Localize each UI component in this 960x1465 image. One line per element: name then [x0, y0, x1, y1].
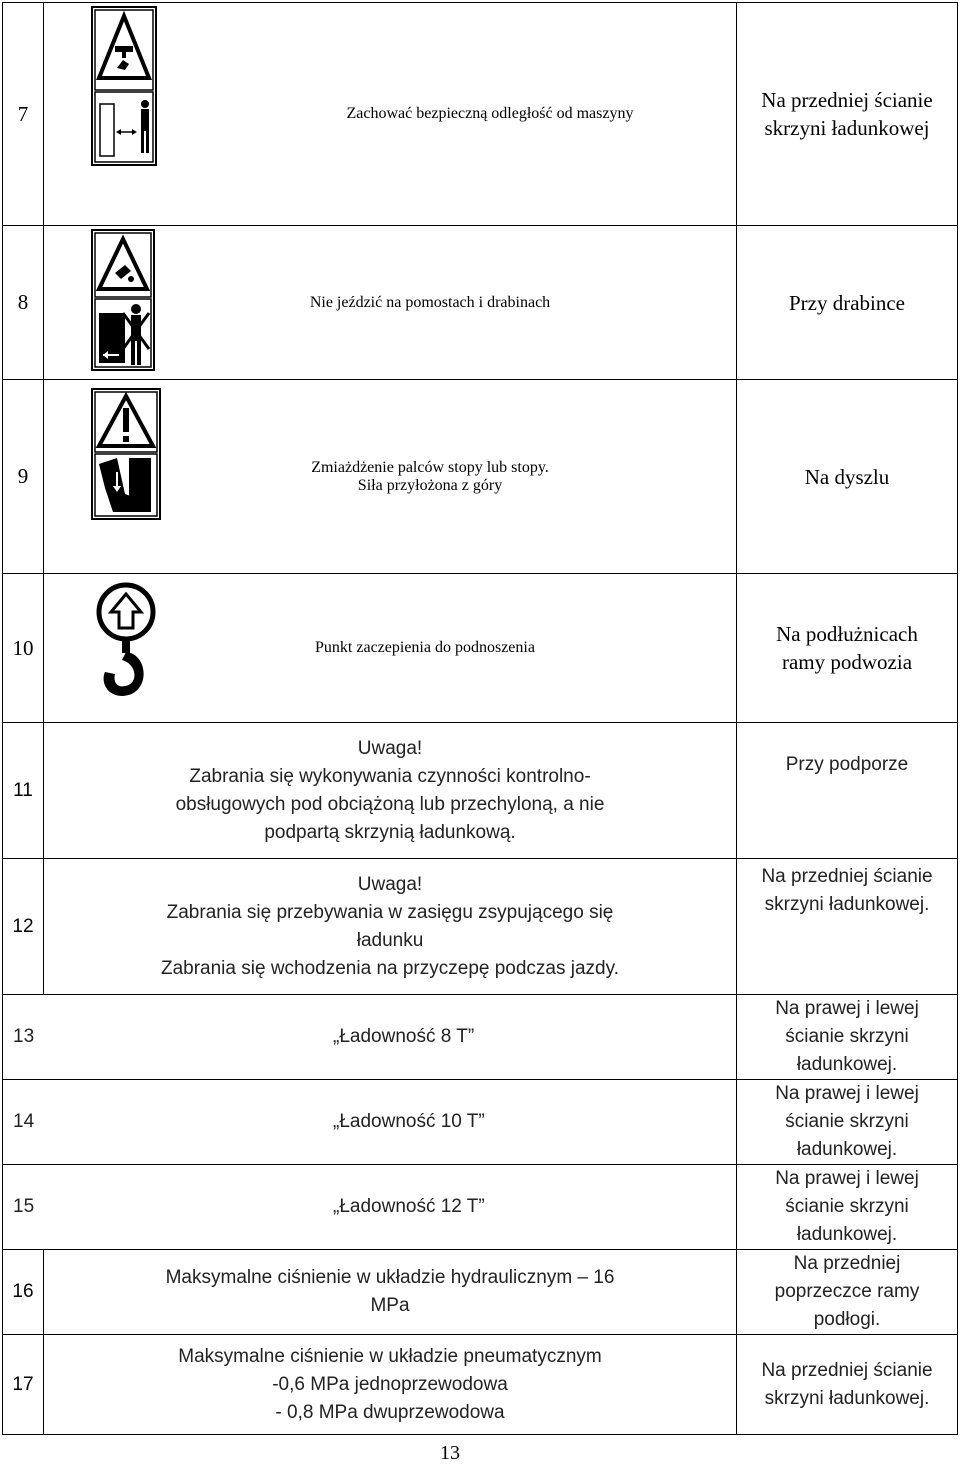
- location-line: Przy drabince: [788, 290, 906, 315]
- row-description: „Ładowność 10 T”: [333, 1111, 485, 1132]
- table-row: [3, 226, 958, 380]
- description-line: Siła przyłożona z góry: [357, 476, 503, 494]
- description-line: - 0,8 MPa dwuprzewodowa: [275, 1401, 505, 1423]
- table-row: [3, 995, 958, 1080]
- row-location: [737, 1165, 958, 1250]
- row-description: [44, 1335, 737, 1435]
- row-location: [737, 574, 958, 723]
- location-line: Na przedniej ścianie: [761, 866, 933, 887]
- location-line: Na prawej i lewej: [775, 1168, 919, 1189]
- row-location: [737, 1335, 958, 1435]
- location-line: skrzyni ładunkowej.: [764, 1387, 930, 1409]
- location-line: skrzyni ładunkowej.: [764, 894, 930, 915]
- table-row: [3, 574, 958, 723]
- warning-signs-table: [2, 2, 958, 1435]
- row-description: „Ładowność 12 T”: [333, 1196, 485, 1217]
- row-location: [737, 995, 958, 1080]
- description-line: -0,6 MPa jednoprzewodowa: [272, 1373, 508, 1395]
- location-line: Na przedniej ścianie: [761, 1359, 933, 1381]
- row-number: 14: [13, 1111, 35, 1132]
- location-line: Na podłużnicach: [776, 622, 918, 646]
- row-location: [737, 380, 958, 574]
- row-location: [737, 3, 958, 226]
- row-number: 13: [13, 1026, 35, 1047]
- location-line: ścianie skrzyni: [785, 1026, 909, 1047]
- location-line: ramy podwozia: [781, 650, 913, 674]
- description-line: Zmiażdżenie palców stopy lub stopy.: [311, 458, 549, 476]
- location-line: ładunkowej.: [796, 1054, 898, 1075]
- description-line: podpartą skrzynią ładunkową.: [264, 821, 516, 843]
- row-description: [44, 723, 737, 859]
- row-number: 11: [3, 723, 44, 859]
- foot-crush-sign-icon: [91, 388, 161, 520]
- location-line: Na przedniej ścianie: [761, 88, 933, 112]
- description-line: ładunku: [356, 929, 424, 951]
- row-description: [44, 1250, 737, 1335]
- row-description: Zachować bezpieczną odległość od maszyny: [346, 105, 634, 122]
- row-number: 8: [3, 226, 44, 380]
- row-location: [737, 1250, 958, 1335]
- row-location: [737, 723, 958, 859]
- description-line: Maksymalne ciśnienie w układzie pneumatycznym: [178, 1345, 602, 1367]
- keep-distance-sign-icon: [91, 6, 157, 166]
- row-description-cell: [44, 3, 737, 226]
- row-description: Punkt zaczepienia do podnoszenia: [315, 639, 535, 656]
- location-line: Przy podporze: [785, 754, 909, 775]
- row-number: 15: [13, 1196, 35, 1217]
- row-number: 9: [3, 380, 44, 574]
- row-description-cell: [44, 380, 737, 574]
- description-line: Maksymalne ciśnienie w układzie hydraulicznym – 16: [165, 1267, 615, 1288]
- page-number: 13: [440, 1442, 460, 1464]
- table-row: [3, 1335, 958, 1435]
- row-description: [44, 859, 737, 995]
- table-row: [3, 1250, 958, 1335]
- location-line: ładunkowej.: [796, 1139, 898, 1160]
- location-line: podłogi.: [813, 1309, 881, 1330]
- row-description-cell: [44, 574, 737, 723]
- description-line: Uwaga!: [357, 737, 423, 759]
- location-line: Na przedniej: [793, 1253, 901, 1274]
- table-row: [3, 1080, 958, 1165]
- row-description: Nie jeździć na pomostach i drabinach: [309, 293, 551, 311]
- location-line: ładunkowej.: [796, 1224, 898, 1245]
- row-number: 12: [3, 859, 44, 995]
- row-number: 10: [3, 574, 44, 723]
- location-line: ścianie skrzyni: [785, 1196, 909, 1217]
- row-description: [44, 459, 736, 495]
- row-description-cell: [3, 1165, 737, 1250]
- row-number: 7: [3, 3, 44, 226]
- row-description: „Ładowność 8 T”: [333, 1026, 475, 1047]
- row-location: [737, 1080, 958, 1165]
- location-line: Na prawej i lewej: [775, 998, 919, 1019]
- location-line: skrzyni ładunkowej: [764, 116, 930, 140]
- row-description-cell: [44, 226, 737, 380]
- row-location: [737, 859, 958, 995]
- row-number: 16: [3, 1250, 44, 1335]
- location-line: ścianie skrzyni: [785, 1111, 909, 1132]
- description-line: Uwaga!: [357, 873, 423, 895]
- row-location: [737, 226, 958, 380]
- description-line: MPa: [370, 1295, 410, 1316]
- location-line: poprzeczce ramy: [774, 1281, 920, 1302]
- row-description-cell: [3, 1080, 737, 1165]
- row-number: 17: [3, 1335, 44, 1435]
- description-line: Zabrania się przebywania w zasięgu zsypującego się: [166, 901, 614, 923]
- table-row: [3, 380, 958, 574]
- row-description-cell: [3, 995, 737, 1080]
- description-line: Zabrania się wykonywania czynności kontrolno-: [189, 765, 591, 787]
- table-row: [3, 1165, 958, 1250]
- table-row: [3, 859, 958, 995]
- description-line: obsługowych pod obciążoną lub przechyloną, a nie: [175, 793, 605, 815]
- table-row: [3, 3, 958, 226]
- table-row: [3, 723, 958, 859]
- description-line: Zabrania się wchodzenia na przyczepę podczas jazdy.: [160, 957, 619, 979]
- location-line: Na prawej i lewej: [775, 1083, 919, 1104]
- location-line: Na dyszlu: [804, 464, 890, 489]
